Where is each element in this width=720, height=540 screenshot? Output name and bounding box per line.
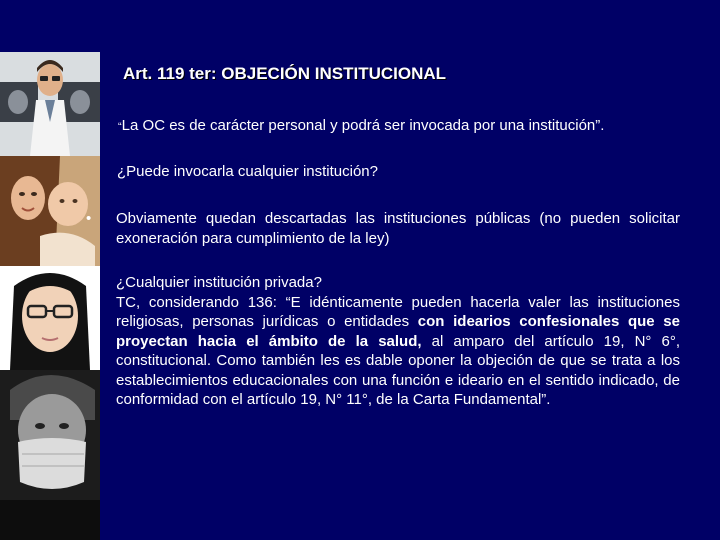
doctor-xray-photo (0, 52, 100, 156)
bullet-item-2 (86, 273, 680, 410)
bullet-line1: ¿Cualquier institución privada? (116, 274, 322, 291)
bullet-marker: • (86, 210, 92, 227)
bullet-text (116, 273, 680, 410)
woman-glasses-photo (0, 266, 100, 370)
quote-text: La OC es de carácter personal y podrá ser invocada por una institución”. (121, 117, 605, 134)
paragraph-bold: con idearios confesionales que se proyectan hacia el ámbito de la salud, (116, 313, 680, 350)
question-line: ¿Puede invocarla cualquier institución? (117, 163, 378, 180)
slide-title: Art. 119 ter: OBJECIÓN INSTITUCIONAL (123, 64, 447, 83)
mother-baby-photo (0, 156, 100, 266)
photo-strip (0, 52, 100, 540)
quote-line (118, 117, 604, 134)
paragraph-rest: al amparo del artículo 19, N° 6°, constitucional. Como también les es dable oponer la objeción de que se trata a los establecimientos educacionales con una función e ideario en el sentido indicado, de conformidad con el artículo 19, N° 11°, de la Carta Fundamental”. (116, 332, 681, 408)
bullet-paragraph (116, 293, 680, 410)
paragraph-start: TC, considerando 136: “E idénticamente pueden hacerla valer las instituciones religiosas, personas jurídicas o entidades (116, 293, 680, 330)
bullet-item-1 (86, 209, 680, 248)
surgeon-mask-photo (0, 370, 100, 540)
quote-mark: “ (118, 121, 122, 133)
bullet-marker: • (86, 274, 92, 291)
bullet-text: Obviamente quedan descartadas las instituciones públicas (no pueden solicitar exoneración para cumplimiento de la ley) (116, 210, 680, 247)
